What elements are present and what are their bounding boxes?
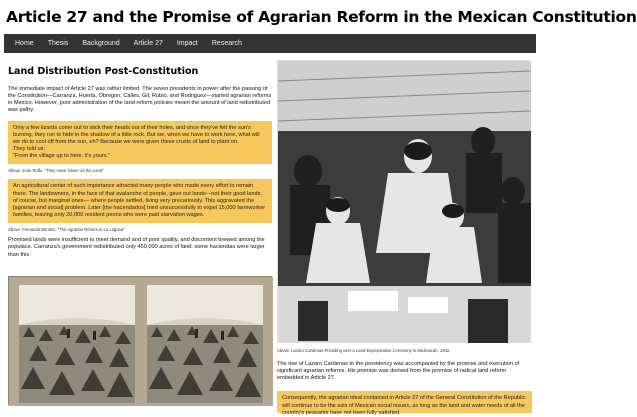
quote-line: "From the village up to here, it's yours." — [13, 153, 111, 160]
nav-impact-link[interactable]: Impact — [176, 40, 198, 47]
benitez-quote-caption: Above: Fernando Benitez, "The Agrarian Reform in La Laguna" — [8, 227, 125, 233]
stereograph-photo — [8, 276, 272, 405]
land-paragraph: Promised lands were insufficient to meet demand and of poor quality, and discontent brewed among the populace. Carranza's government redistributed only 450,000 acres of land: some haciendas were larger than this. — [8, 237, 265, 258]
photo-caption: Above: Lazaro Cardenas Presiding over a Land-Expropriation Ceremony in Michoacán, 1942. — [277, 348, 451, 353]
agrarian-ideal-quote-box: Consequently, the agrarian ideal contained in Article 27 of the General Constitution of the Republic will continue to be the axis of Mexican social issues, as long as the land and water needs of all the country's peasants have not been fully satisfied. — [277, 391, 532, 413]
site-title: Article 27 and the Promise of Agrarian Reform in the Mexican Constitution — [6, 8, 637, 26]
quote-line: They told us: — [13, 146, 46, 153]
section-heading: Land Distribution Post-Constitution — [8, 66, 199, 77]
nav-home-link[interactable]: Home — [15, 40, 34, 47]
nav-article27-link[interactable]: Article 27 — [133, 40, 163, 47]
cardenas-ceremony-photo — [277, 60, 530, 342]
nav-research-link[interactable]: Research — [211, 40, 242, 47]
quote-line: Only a few lizards come out to stick their heads out of their holes, and once they've felt the sun's burning, they run to hide in the shadow of a little rock. But we, when we have to work here, what will we do to cool off from the sun, eh? Because we were given these crusts of land to plant on. — [13, 124, 260, 145]
cardenas-paragraph: The rise of Lazaro Cardenas to the presidency was accompanied by the promise and execution of significant agrarian reforms. His promise was derived from the promise of radical land reform embedded in Article 27. — [277, 361, 520, 382]
left-column — [8, 66, 272, 259]
intro-paragraph: The immediate impact of Article 27 was rather limited. The seven presidents in power after the passing of the Constitution—Carranza, Huerta, Obregon, Calles, Gil, Rubio, and Rodriguez—started agrarian reforms in Mexico. However, poor administration of the land reform policies meant the amount of land redistributed was paltry. — [8, 86, 272, 114]
nav-background-link[interactable]: Background — [82, 40, 120, 47]
nav-bar — [4, 34, 536, 53]
rulfo-quote-box — [8, 121, 272, 165]
nav-thesis-link[interactable]: Thesis — [47, 40, 69, 47]
benitez-quote-box: An agricultural center of such importance attracted many people who made every effort to remain there. The landowners, in the face of that avalanche of people, gave out lands—not their good lands, of course, but marginal ones— where people settled, living very precariously. This aggravated the [agrarian and social] problem. Later [the hacendados] tried unsuccessfully to expel 15,000 farmworker families, leaving only 20,000 resident peons who were paid starvation wages. — [8, 179, 272, 223]
right-column — [277, 60, 532, 416]
rulfo-quote-caption: Above: Juan Rulfo, "They Have Given Us the Land" — [8, 168, 104, 174]
